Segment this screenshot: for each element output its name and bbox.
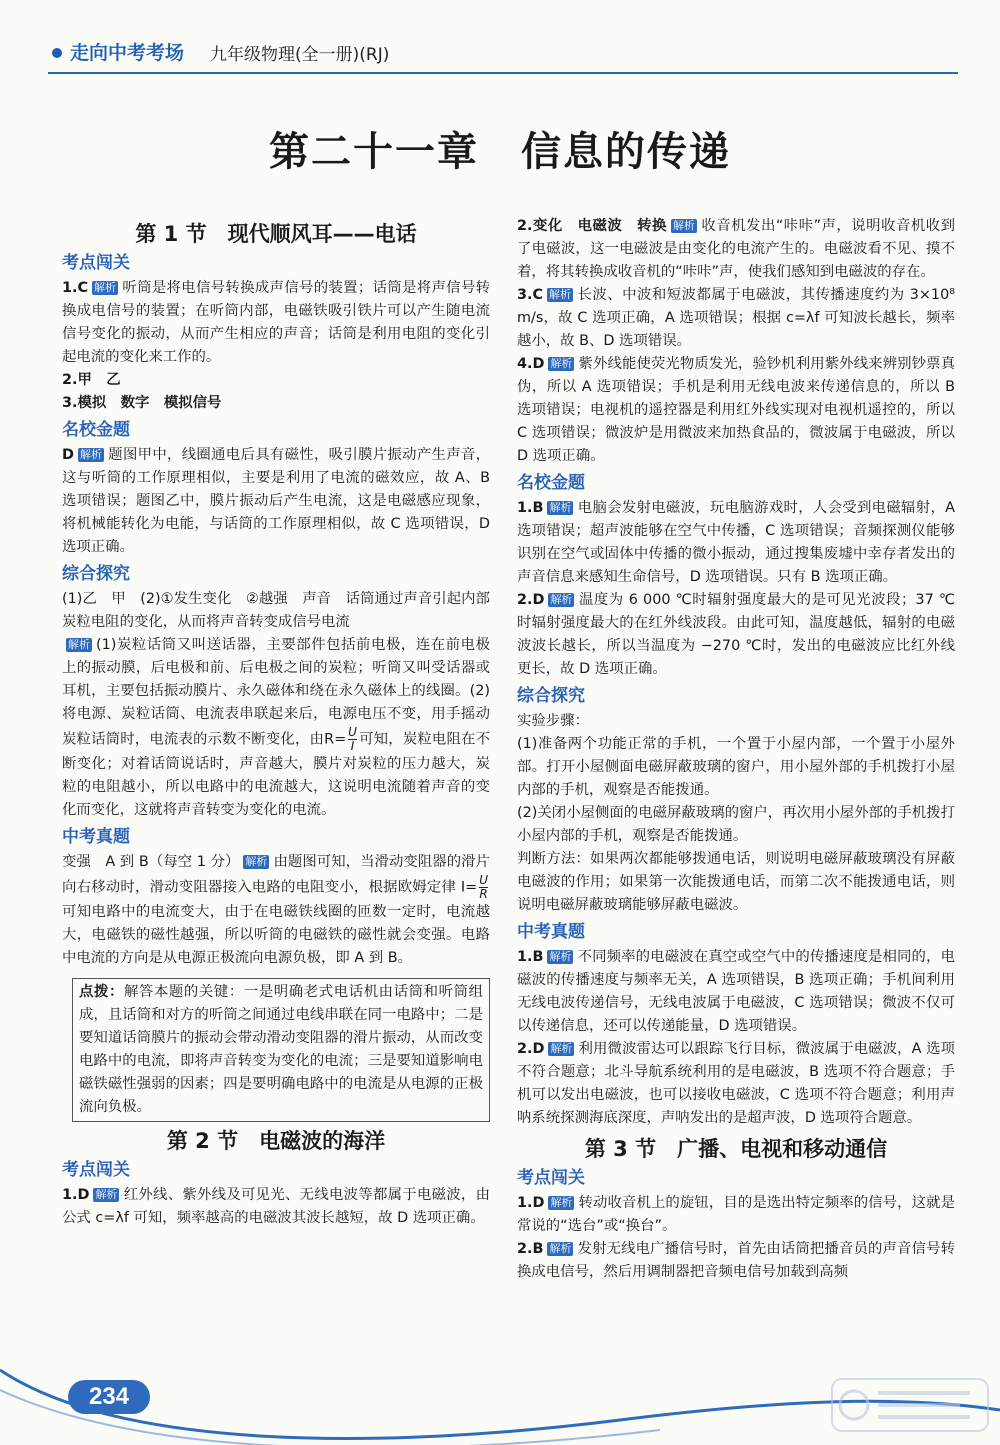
- formula-lhs: R=: [324, 731, 347, 748]
- answer-item: [62, 634, 490, 822]
- answer-item: [517, 589, 955, 681]
- tip-label: 点拨：: [79, 984, 124, 1000]
- analysis-tag: 解析: [245, 855, 268, 868]
- answer-text: 不同频率的电磁波在真空或空气中的传播速度是相同的，电磁波的传播速度与频率无关，A 选项错误，B 选项正确；手机间利用无线电波传递信号，无线电波属于电磁波，C 选项错误；微波不仅可以传递信息，还可以传递能量，D 选项错误。: [517, 949, 955, 1034]
- answer-text: 利用微波雷达可以跟踪飞行目标，微波属于电磁波，A 选项不符合题意；北斗导航系统利用的是电磁波，B 选项不符合题意；手机可以发出电磁波，也可以接收电磁波，C 选项不符合题意；利用声呐系统探测海底深度，声呐发出的是超声波，D 选项符合题意。: [517, 1041, 955, 1126]
- analysis-tag: 解析: [550, 1196, 573, 1209]
- answer-text: (2)关闭小屋侧面的电磁屏蔽玻璃的窗户，再次用小屋外部的手机拨打小屋内部的手机，观察是否能拨通。: [517, 805, 955, 844]
- book-brand: 走向中考考场: [70, 42, 185, 64]
- answer-text: 发射无线电广播信号时，首先由话筒把播音员的声音信号转换成电信号，然后用调制器把音频电信号加载到高频: [517, 1241, 955, 1280]
- answer-number: 变强 A 到 B（每空 1 分）: [62, 854, 240, 870]
- answer-item: [62, 444, 490, 559]
- fraction-u-over-i: [348, 726, 357, 753]
- answer-item: [517, 1038, 955, 1130]
- analysis-tag: 解析: [550, 593, 573, 606]
- watermark-logo: [830, 1375, 990, 1435]
- bullet-icon: [52, 48, 62, 58]
- page-number: 234: [68, 1380, 150, 1414]
- answer-text: (1)炭粒话筒又叫送话器，主要部件包括前电极，连在前电极上的振动膜，后电极和前、后电极之间的炭粒；听筒又叫受话器或耳机，主要包括振动膜片、永久磁体和绕在永久磁体上的线圈。(2)将电源、炭粒话筒、电流表串联起来后，电源电压不变，用手摇动炭粒话筒时，电流表的示数不断变化，由: [62, 637, 490, 748]
- answer-number: 1.D: [517, 1195, 545, 1211]
- answer-text: 听筒是将电信号转换成声信号的装置；话筒是将声信号转换成电信号的装置；在听筒内部，电磁铁吸引铁片可以产生随电流信号变化的振动，从而产生相应的声音；话筒是利用电阻的变化引起电流的变化来工作的。: [62, 280, 490, 365]
- answer-text: (1)乙 甲 (2)①发生变化 ②越强 声音 话筒通过声音引起内部炭粒电阻的变化，从而将声音转变成信号电流: [62, 591, 490, 630]
- formula-lhs: 定律 I=: [426, 879, 478, 896]
- answer-number: 1.C: [62, 280, 89, 296]
- answer-text: 长波、中波和短波都属于电磁波，其传播速度约为 3×10⁸ m/s，故 C 选项正确，A 选项错误；根据 c=λf 可知波长越长，频率越小，故 B、D 选项错误。: [517, 287, 955, 349]
- answer-item: [517, 284, 955, 353]
- subsection-heading: 考点闯关: [62, 253, 130, 273]
- subsection-heading: 考点闯关: [62, 1160, 130, 1180]
- chapter-title: 第二十一章 信息的传递: [269, 129, 731, 175]
- answer-text: 红外线、紫外线及可见光、无线电波等都属于电磁波，由公式 c=λf 可知，频率越高的电磁波其波长越短，故 D 选项正确。: [62, 1187, 490, 1226]
- subsection-heading: 综合探究: [62, 564, 130, 584]
- answer-number: 2.B: [517, 1241, 544, 1257]
- denominator: R: [479, 887, 488, 901]
- answer-text: 判断方法：如果两次都能够拨通电话，则说明电磁屏蔽玻璃没有屏蔽电磁波的作用；如果第一次能拨通电话，而第二次不能拨通电话，则说明电磁屏蔽玻璃能够屏蔽电磁波。: [517, 851, 955, 913]
- tip-box: [72, 978, 490, 1122]
- answer-item: [62, 851, 490, 970]
- analysis-tag: 解析: [95, 1188, 118, 1201]
- tip-text: 解答本题的关键：一是明确老式电话机由话筒和听筒组成，且话筒和对方的听筒之间通过电线串联在同一电路中；二是要知道话筒膜片的振动会带动滑动变阻器的滑片振动，从而改变电路中的电流，即将声音转变为变化的电流；三是要知道影响电磁铁磁性强弱的因素；四是要明确电路中的电流是从电源的正极流向负极。: [79, 984, 483, 1115]
- answer-number: D: [62, 447, 74, 463]
- analysis-tag: 解析: [68, 638, 90, 651]
- section-title: 第 1 节 现代顺风耳——电话: [135, 222, 417, 246]
- answer-text: 电脑会发射电磁波，玩电脑游戏时，人会受到电磁辐射，A 选项错误；超声波能够在空气中传播，C 选项错误；音频探测仪能够识别在空气或固体中传播的微小振动，通过搜集废墟中幸存者发出的声音信息来感知生命信号，D 选项错误。只有 B 选项正确。: [517, 500, 955, 585]
- answer-number: 3.C: [517, 287, 544, 303]
- answer-item: [517, 1192, 955, 1238]
- analysis-tag: 解析: [79, 448, 102, 461]
- answer-item: 2.甲 乙: [62, 372, 121, 388]
- header-rule: [48, 72, 958, 74]
- book-subtitle: 九年级物理(全一册)(RJ): [210, 45, 390, 65]
- analysis-tag: 解析: [549, 950, 572, 963]
- analysis-tag: 解析: [549, 501, 572, 514]
- answer-item: [517, 497, 955, 589]
- answer-text: 温度为 6 000 ℃时辐射强度最大的是可见光波段；37 ℃时辐射强度最大的在红外线波段。由此可知，温度越低，辐射的电磁波波长越长，所以当温度为 −270 ℃时，发出的电磁波应比红外线更长，故 D 选项正确。: [517, 592, 955, 677]
- answer-text: 可知电路中的电流变大，由于在电磁铁线圈的匝数一定时，电流越大，电磁铁的磁性越强，所以听筒的电磁铁的磁性就会变强。电路中电流的方向是从电源正极流向电源负极，即 A 到 B。: [62, 904, 490, 966]
- answer-item: [517, 946, 955, 1038]
- subsection-heading: 中考真题: [517, 922, 585, 942]
- answer-item: [517, 215, 955, 284]
- answer-number: 1.D: [62, 1187, 90, 1203]
- subsection-heading: 中考真题: [62, 827, 130, 847]
- answer-text: (1)准备两个功能正常的手机，一个置于小屋内部，一个置于小屋外部。打开小屋侧面电磁屏蔽玻璃的窗户，用小屋外部的手机拨打小屋内部的手机，观察是否能拨通。: [517, 736, 955, 798]
- analysis-tag: 解析: [672, 219, 695, 232]
- subsection-heading: 考点闯关: [517, 1168, 585, 1188]
- answer-number: 1.B: [517, 949, 544, 965]
- answer-item: [517, 1238, 955, 1284]
- page-header: [0, 0, 1000, 80]
- subsection-heading: 名校金题: [517, 473, 585, 493]
- numerator: U: [479, 873, 488, 887]
- answer-text: 可知，炭粒电阻在不断变化；对着话筒说话时，声音越大，膜片对炭粒的压力越大，炭粒的电阻越小，所以电路中的电流越大，这说明电流随着声音的变化而变化，这就将声音转变为变化的电流。: [62, 731, 490, 818]
- answer-text: 由题图可知，当滑动变阻器的滑片向右移动时，滑动变阻器接入电路的电阻变小，根据欧姆: [62, 854, 490, 896]
- answer-text: 紫外线能使荧光物质发光，验钞机利用紫外线来辨别钞票真伪，所以 A 选项错误；手机是利用无线电波来传递信息的，所以 B 选项错误；电视机的遥控器是利用红外线实现对电视机遥控的，所以 C 选项错误；微波炉是用微波来加热食品的，微波属于电磁波，所以 D 选项正确。: [517, 356, 955, 464]
- answer-text: 转动收音机上的旋钮，目的是选出特定频率的信号，这就是常说的“选台”或“换台”。: [517, 1195, 955, 1234]
- analysis-tag: 解析: [549, 1242, 572, 1255]
- analysis-tag: 解析: [549, 288, 572, 301]
- left-column: [62, 215, 490, 1230]
- answer-number: 1.B: [517, 500, 544, 516]
- answer-number: 2.变化 电磁波 转换: [517, 218, 667, 234]
- answer-text: 收音机发出“咔咔”声，说明收音机收到了电磁波，这一电磁波是由变化的电流产生的。电磁波看不见、摸不着，将其转换成收音机的“咔咔”声，使我们感知到电磁波的存在。: [517, 218, 955, 280]
- fraction-u-over-r: [479, 874, 488, 901]
- answer-text: 题图甲中，线圈通电后具有磁性，吸引膜片振动产生声音，这与听筒的工作原理相似，主要是利用了电流的磁效应，故 A、B 选项错误；题图乙中，膜片振动后产生电流，这是电磁感应现象，将机械能转化为电能，与话筒的工作原理相似，故 C 选项错误，D 选项正确。: [62, 447, 490, 555]
- answer-item: [517, 353, 955, 468]
- subsection-heading: 名校金题: [62, 420, 130, 440]
- numerator: U: [348, 725, 357, 739]
- analysis-tag: 解析: [550, 357, 573, 370]
- answer-text: 实验步骤：: [517, 713, 589, 729]
- answer-number: 2.D: [517, 1041, 545, 1057]
- answer-number: 2.D: [517, 592, 545, 608]
- answer-item: [62, 1184, 490, 1230]
- denominator: I: [350, 739, 355, 753]
- section-title: 第 2 节 电磁波的海洋: [166, 1129, 386, 1153]
- answer-item: 3.模拟 数字 模拟信号: [62, 395, 222, 411]
- subsection-heading: 综合探究: [517, 686, 585, 706]
- answer-item: [62, 277, 490, 369]
- section-title: 第 3 节 广播、电视和移动通信: [584, 1137, 888, 1161]
- answer-number: 4.D: [517, 356, 545, 372]
- right-column: [517, 215, 955, 1284]
- analysis-tag: 解析: [94, 281, 117, 294]
- analysis-tag: 解析: [550, 1042, 573, 1055]
